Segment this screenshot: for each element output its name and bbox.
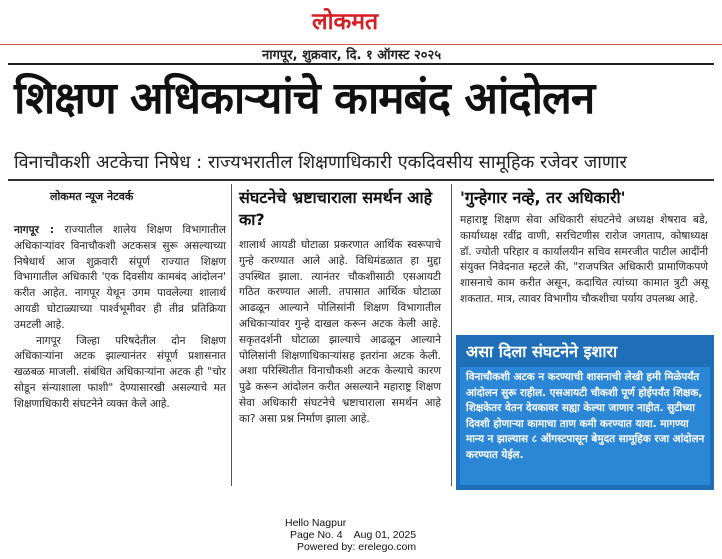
column-2-heading: संघटनेचे भ्रष्टाचाराला समर्थन आहे का? bbox=[239, 188, 433, 229]
column-1-para-1: राज्यातील शालेय शिक्षण विभागातील अधिकाऱ्यांवर विनाचौकशी अटकसत्र सुरू असल्याच्या निषेधार्थ आज शुक्रवारी संपूर्ण राज्यात शिक्षण विभागातील अधिकारी 'एक दिवसीय कामबंद आंदोलन' करीत आहेत. नागपूर येथून उगम पावलेल्या शालार्थ आयडी घोटाळ्याच्या पार्श्वभूमीवर ही तीव्र प्रतिक्रिया उमटली आहे. bbox=[14, 224, 226, 331]
column-divider-1 bbox=[231, 184, 232, 486]
top-divider bbox=[8, 63, 714, 65]
column-1-para-2: नागपूर जिल्हा परिषदेतील दोन शिक्षण अधिकाऱ्यांना अटक झाल्यानंतर संपूर्ण प्रशासनात खळबळ माजली. संबंधित अधिकाऱ्यांना अटक ही "चोर सोडून संन्याशाला फाशी" देण्यासारखी असल्याचे मत शिक्षणाधिकारी संघटनेने व्यक्त केले आहे. bbox=[14, 334, 226, 410]
page-headline: शिक्षण अधिकाऱ्यांचे कामबंद आंदोलन bbox=[14, 73, 595, 124]
article-dateline: नागपूर : bbox=[14, 224, 54, 236]
column-1-body bbox=[14, 223, 226, 413]
column-3-body: महाराष्ट्र शिक्षण सेवा अधिकारी संघटनेचे अध्यक्ष शेषराव बडे, कार्याध्यक्ष रवींद्र वाणी, सरचिटणीस रारोज जगताप, कोषाध्यक्ष डॉ. ज्योती परिहार व कार्यालयीन सचिव समरजीत पाटील आदींनी संयुक्त निवेदनात म्हटले की, "राजपत्रित अधिकारी प्रामाणिकपणे शासनाचे काम करीत असून, कदाचित त्यांच्या कामात त्रुटी असू शकतात. मात्र, त्यावर विभागीय चौकशीचा पर्याय उपलब्ध आहे. bbox=[460, 214, 708, 305]
warning-box-title: असा दिला संघटनेने इशारा bbox=[466, 342, 618, 361]
edition-dateline: नागपूर, शुक्रवार, दि. १ ऑगस्ट २०२५ bbox=[262, 48, 442, 63]
headline-divider bbox=[8, 179, 714, 181]
column-divider-2 bbox=[451, 184, 452, 486]
warning-box-panel bbox=[460, 367, 710, 485]
page-subheadline: विनाचौकशी अटकेचा निषेध : राज्यभरातील शिक्षणाधिकारी एकदिवसीय सामूहिक रजेवर जाणार bbox=[14, 152, 627, 173]
column-3-heading: 'गुन्हेगार नव्हे, तर अधिकारी' bbox=[460, 188, 626, 207]
warning-box bbox=[456, 335, 714, 490]
newspaper-logo: लोकमत bbox=[312, 9, 379, 35]
byline: लोकमत न्यूज नेटवर्क bbox=[50, 190, 134, 203]
masthead bbox=[0, 0, 722, 63]
warning-box-body: विनाचौकशी अटक न करण्याची शासनाची लेखी हमी मिळेपर्यंत आंदोलन सुरू राहील. एसआयटी चौकशी पूर्ण होईपर्यंत शिक्षक, शिक्षकेतर वेतन देयकावर सह्या केल्या जाणार नाहीत. सुटीच्या दिवशी होणाऱ्या कामाचा ताण कमी करण्यात यावा. मागण्या मान्य न झाल्यास ८ ऑगस्टपासून बेमुदत सामूहिक रजा आंदोलन करण्यात येईल. bbox=[466, 371, 705, 461]
footer-page-date: Page No. 4 Aug 01, 2025 bbox=[290, 529, 417, 541]
column-2-body: शालार्थ आयडी घोटाळा प्रकरणात आर्थिक स्वरूपाचे गुन्हे करण्यात आले आहे. विधिमंडळात हा मुद्दा उपस्थित झाला. त्यानंतर चौकशीसाठी एसआयटी गठित करण्यात आली. तपासात आर्थिक घोटाळा आढळून आल्याने पोलिसांनी शिक्षण विभागातील अधिकाऱ्यांवर गुन्हे दाखल करून अटक केली आहे. सकृतदर्शनी घोटाळा झाल्याचे आढळून आल्याने पोलिसांनी शिक्षणाधिकाऱ्यांसह इतरांना अटक केली. अशा परिस्थितीत विनाचौकशी अटक केल्याचे कारण पुढे करून आंदोलन करीत असल्याने महाराष्ट्र शिक्षण सेवा अधिकारी संघटनेचे भ्रष्टाचाराला समर्थन आहे का? असा प्रश्न निर्माण झाला आहे. bbox=[239, 239, 441, 425]
footer-powered-by: Powered by: erelego.com bbox=[297, 541, 417, 553]
footer-site: Hello Nagpur bbox=[285, 517, 347, 529]
